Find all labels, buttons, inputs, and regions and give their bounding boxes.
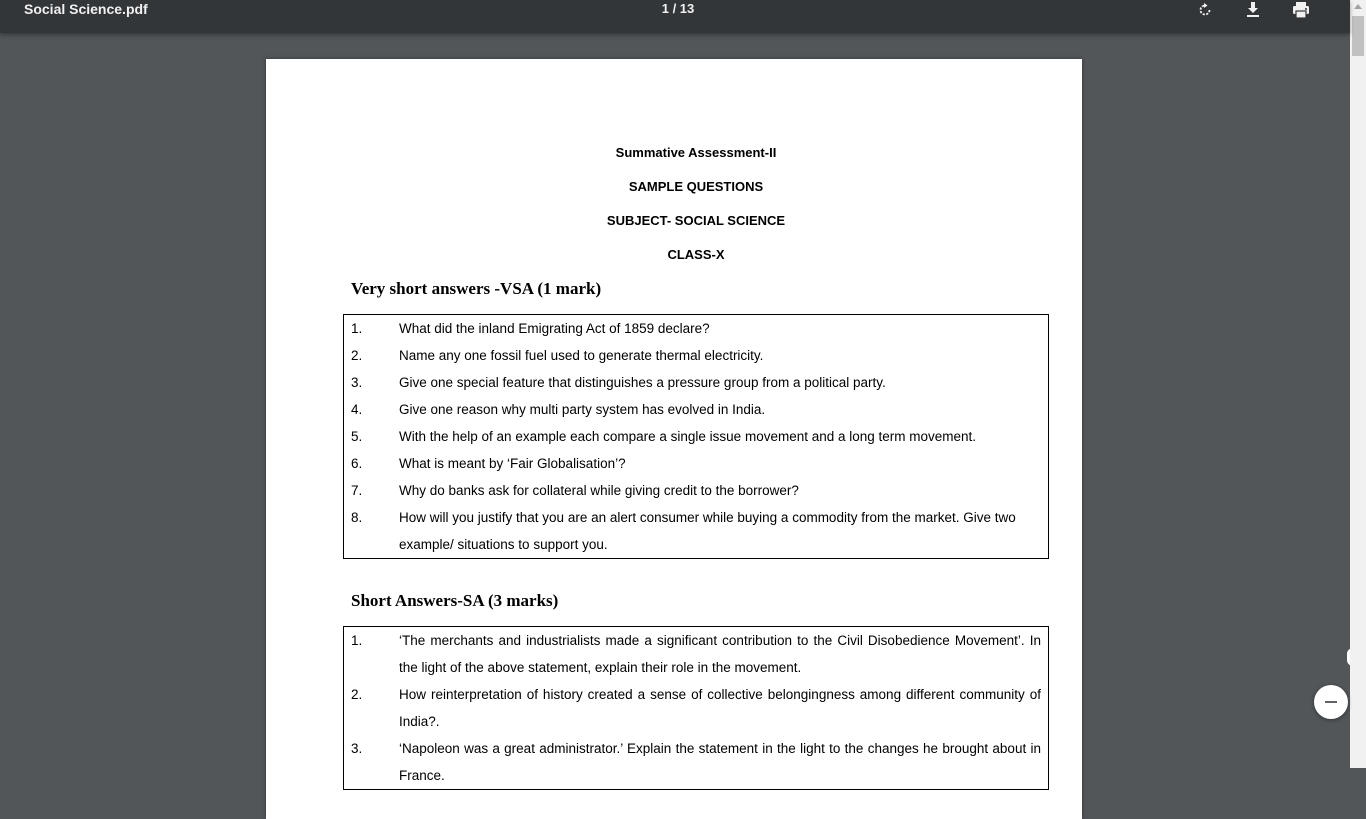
question-item [344,342,1048,369]
question-item [344,315,1048,342]
scrollbar-thumb[interactable] [1352,16,1364,56]
question-item [344,477,1048,504]
question-number: 1. [351,633,363,648]
rotate-icon [1197,2,1213,18]
question-item [344,396,1048,423]
question-item [344,369,1048,396]
document-heading-3: SUBJECT- SOCIAL SCIENCE [606,213,786,228]
question-number: 1. [351,321,363,336]
vsa-question-box [343,314,1049,559]
question-text: What is meant by ‘Fair Globalisation’? [399,456,626,471]
rotate-button[interactable] [1191,0,1219,20]
pdf-toolbar [0,0,1350,33]
download-icon [1245,1,1261,19]
zoom-out-icon [1325,701,1337,703]
pdf-page [266,59,1082,819]
zoom-out-button[interactable] [1314,685,1348,719]
question-text: What did the inland Emigrating Act of 1859 declare? [399,321,710,336]
question-text: Give one special feature that distinguishes a pressure group from a political party. [399,375,886,390]
document-heading-4: CLASS-X [667,247,725,262]
question-text: How reinterpretation of history created a sense of collective belongingness among different community of India?. [399,687,1041,729]
question-item [344,423,1048,450]
question-text: How will you justify that you are an alert consumer while buying a commodity from the market. Give two example/ situations to support you. [399,510,1016,552]
question-text: With the help of an example each compare a single issue movement and a long term movement. [399,429,977,444]
question-text: ‘Napoleon was a great administrator.’ Explain the statement in the light to the changes he brought about in France. [399,741,1041,783]
section-title-vsa: Very short answers -VSA (1 mark) [351,279,602,298]
question-text: Give one reason why multi party system has evolved in India. [399,402,766,417]
question-number: 5. [351,429,363,444]
question-item [344,450,1048,477]
download-button[interactable] [1239,0,1267,20]
question-number: 3. [351,375,363,390]
question-text: ‘The merchants and industrialists made a significant contribution to the Civil Disobedience Movement’. In the light of the above statement, explain their role in the movement. [399,633,1041,675]
print-button[interactable] [1287,0,1315,20]
vertical-scrollbar[interactable] [1350,0,1366,768]
question-item [344,681,1048,735]
question-number: 4. [351,402,363,417]
question-number: 2. [351,348,363,363]
question-number: 2. [351,687,363,702]
question-text: Why do banks ask for collateral while giving credit to the borrower? [399,483,799,498]
section-title-sa: Short Answers-SA (3 marks) [351,591,559,610]
question-number: 8. [351,510,363,525]
scroll-up-arrow-icon[interactable] [1354,4,1362,9]
print-icon [1292,1,1310,19]
question-number: 3. [351,741,363,756]
question-item [344,504,1048,558]
question-number: 6. [351,456,363,471]
question-number: 7. [351,483,363,498]
sa-question-box [343,626,1049,790]
document-title: Social Science.pdf [24,1,148,17]
question-text: Name any one fossil fuel used to generate thermal electricity. [399,348,764,363]
question-item [344,735,1048,789]
question-item [344,627,1048,681]
document-heading-2: SAMPLE QUESTIONS [628,179,764,194]
page-indicator: 1 / 13 [661,1,695,16]
document-heading-1: Summative Assessment-II [615,145,777,160]
